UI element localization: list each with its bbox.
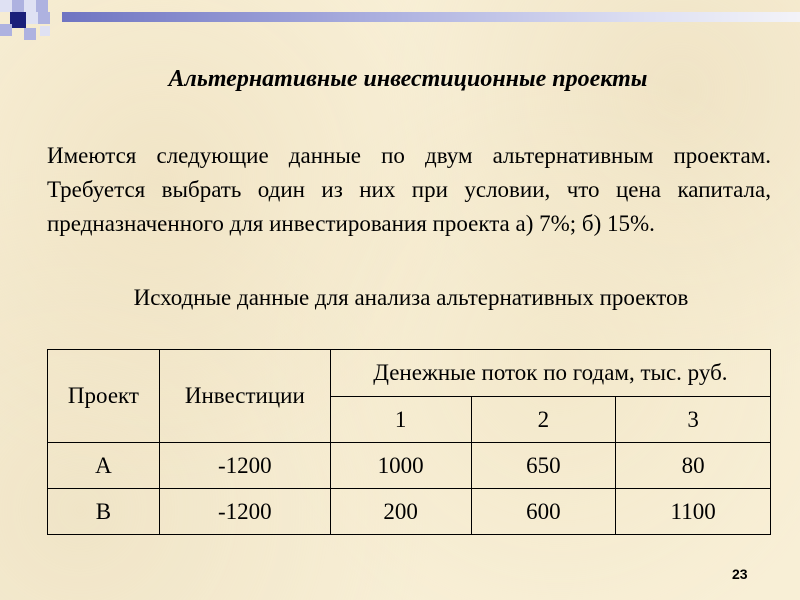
- table-row: [48, 489, 771, 535]
- projects-table: [47, 349, 771, 535]
- corner-decoration: [0, 0, 800, 50]
- cell-year-3: 1100: [616, 489, 771, 535]
- decorative-top-bar: [62, 12, 800, 22]
- decor-square: [38, 12, 50, 24]
- slide-title: Альтернативные инвестиционные проекты: [168, 66, 648, 92]
- table-caption: Исходные данные для анализа альтернативных проектов: [133, 285, 689, 310]
- decor-square: [26, 12, 38, 24]
- cell-year-2: 600: [471, 489, 616, 535]
- decor-square: [24, 0, 36, 12]
- page-number: 23: [732, 566, 748, 582]
- cell-project: B: [48, 489, 160, 535]
- cell-investment: -1200: [159, 443, 330, 489]
- header-cash-flow: Денежные поток по годам, тыс. руб.: [330, 350, 770, 397]
- header-project: Проект: [48, 350, 160, 443]
- decor-square: [40, 26, 50, 36]
- header-year-1: 1: [330, 397, 471, 443]
- cell-project: A: [48, 443, 160, 489]
- problem-statement: Имеются следующие данные по двум альтернативным проектам. Требуется выбрать один из них при условии, что цена капитала, предназначенного для инвестирования проекта а) 7%; б) 15%.: [47, 143, 771, 236]
- decor-square: [0, 24, 12, 36]
- header-year-2: 2: [471, 397, 616, 443]
- cell-year-1: 1000: [330, 443, 471, 489]
- decor-square: [24, 28, 36, 40]
- header-investment: Инвестиции: [159, 350, 330, 443]
- decor-square: [10, 12, 26, 28]
- cell-investment: -1200: [159, 489, 330, 535]
- cell-year-3: 80: [616, 443, 771, 489]
- header-year-3: 3: [616, 397, 771, 443]
- cell-year-1: 200: [330, 489, 471, 535]
- cell-year-2: 650: [471, 443, 616, 489]
- decor-square: [0, 0, 12, 12]
- decor-square: [36, 0, 48, 12]
- decor-square: [12, 0, 24, 12]
- table-row: [48, 443, 771, 489]
- table-header-row: [48, 350, 771, 397]
